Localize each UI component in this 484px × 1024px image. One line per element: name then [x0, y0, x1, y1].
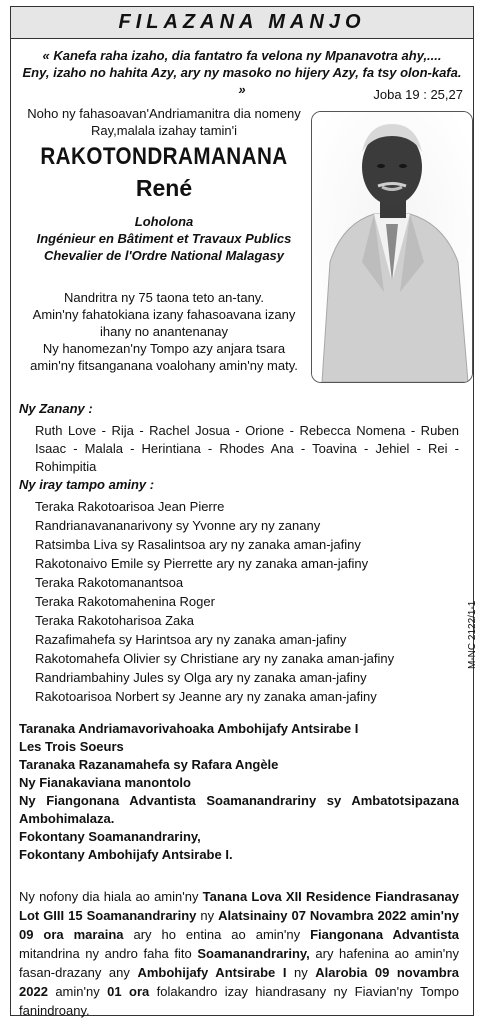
- intro-line-1: Noho ny fahasoavan'Andriamanitra dia nomeny: [27, 106, 301, 121]
- family-line-1: Taranaka Andriamavorivahoaka Ambohijafy Antsirabe I: [19, 721, 359, 736]
- detail-date-1: Alatsinainy 07 Novambra 2022 amin'ny 09 ora maraina: [19, 908, 459, 942]
- sibling-item: Teraka Rakotoharisoa Zaka: [35, 613, 194, 628]
- message-line-5: amin'ny fitsanganana voalohany amin'ny maty.: [30, 358, 298, 373]
- detail-text-7: amin'ny: [47, 984, 108, 999]
- detail-location: Tanana Lova XII Residence Fiandrasanay Lot GIII 15 Soamanandrariny: [19, 889, 459, 923]
- detail-church: Fiangonana Advantista: [310, 927, 460, 942]
- message-line-2: Amin'ny fahatokiana izany fahasoavana izany: [32, 307, 296, 322]
- detail-text-8: folakandro izay hiandrasany ny Fiavian'ny Tompo fanindroany.: [19, 984, 459, 1018]
- detail-text-1: Ny nofony dia hiala ao amin'ny: [19, 889, 203, 904]
- detail-text-4: mitandrina ny andro faha fito: [19, 946, 198, 961]
- message-line-3: ihany no anantenanay: [100, 324, 228, 339]
- family-line-2: Les Trois Soeurs: [19, 739, 124, 754]
- deceased-surname: RAKOTONDRAMANANA: [40, 143, 288, 170]
- message-text: [19, 289, 309, 374]
- children-heading: Ny Zanany :: [19, 401, 93, 416]
- sibling-item: Rakotonaivo Emile sy Pierrette ary ny zanaka aman-jafiny: [35, 556, 369, 571]
- ad-reference-code: M-NC 2122/1-1: [467, 600, 478, 669]
- sibling-item: Teraka Rakotoarisoa Jean Pierre: [35, 499, 225, 514]
- quote-line-2: Eny, izaho no hahita Azy, ary ny masoko no hijery Azy, fa tsy olon-kafa. »: [22, 65, 462, 97]
- funeral-details: [19, 887, 459, 1020]
- family-line-4: Ny Fianakaviana manontolo: [19, 775, 191, 790]
- intro-line-2: Ray,malala izahay tamin'i: [90, 123, 238, 138]
- sibling-item: Razafimahefa sy Harintsoa ary ny zanaka aman-jafiny: [35, 632, 347, 647]
- banner-title: FILAZANA MANJO: [118, 11, 366, 33]
- detail-text-3: ary ho entina ao amin'ny: [123, 927, 311, 942]
- children-list: Ruth Love - Rija - Rachel Josua - Orione - Rebecca Nomena - Ruben Isaac - Malala - Herintiana - Rhodes Ana - Toavina - Jehiel - Rei - Rohimpitia: [35, 423, 459, 474]
- sibling-item: Teraka Rakotomahenina Roger: [35, 594, 215, 609]
- siblings-list: [35, 497, 394, 706]
- detail-time: 01 ora: [107, 984, 150, 999]
- families-block: [19, 720, 459, 864]
- portrait-photo: [311, 111, 473, 383]
- detail-date-2: Alarobia 09 novambra 2022: [19, 965, 459, 999]
- family-line-3: Taranaka Razanamahefa sy Rafara Angèle: [19, 757, 279, 772]
- sibling-item: Rakotomahefa Olivier sy Christiane ary ny zanaka aman-jafiny: [35, 651, 395, 666]
- intro-text: [19, 105, 309, 139]
- title-line-2: Ingénieur en Bâtiment et Travaux Publics: [36, 231, 292, 246]
- detail-text-6: ny: [286, 965, 316, 980]
- family-line-7: Fokontany Ambohijafy Antsirabe I.: [19, 847, 233, 862]
- deceased-titles: [19, 213, 309, 264]
- siblings-heading: Ny iray tampo aminy :: [19, 477, 155, 492]
- sibling-item: Randriambahiny Jules sy Olga ary ny zanaka aman-jafiny: [35, 670, 367, 685]
- sibling-item: Rakotoarisoa Norbert sy Jeanne ary ny zanaka aman-jafiny: [35, 689, 377, 704]
- detail-place: Soamanandrariny,: [197, 946, 310, 961]
- message-line-1: Nandritra ny 75 taona teto an-tany.: [64, 290, 264, 305]
- quote-line-1: « Kanefa raha izaho, dia fantatro fa velona ny Mpanavotra ahy,....: [42, 48, 442, 63]
- sibling-item: Randrianavananarivony sy Yvonne ary ny zanany: [35, 518, 321, 533]
- quote-reference: Joba 19 : 25,27: [373, 87, 463, 102]
- detail-text-5: ary hafenina ao amin'ny fasan-drazany any: [19, 946, 459, 980]
- deceased-firstname: René: [135, 175, 193, 201]
- title-line-3: Chevalier de l'Ordre National Malagasy: [43, 248, 285, 263]
- sibling-item: Ratsimba Liva sy Rasalintsoa ary ny zanaka aman-jafiny: [35, 537, 361, 552]
- detail-burial-place: Ambohijafy Antsirabe I: [137, 965, 287, 980]
- notice-banner: [11, 7, 473, 39]
- sibling-item: Teraka Rakotomanantsoa: [35, 575, 184, 590]
- notice-frame: [10, 6, 478, 1018]
- detail-text-2: ny: [196, 908, 219, 923]
- title-line-1: Loholona: [134, 214, 194, 229]
- family-line-5: Ny Fiangonana Advantista Soamanandrariny sy Ambatotsipazana Ambohimalaza.: [19, 793, 459, 826]
- message-line-4: Ny hanomezan'ny Tompo azy anjara tsara: [42, 341, 286, 356]
- portrait-illustration: [312, 112, 472, 382]
- family-line-6: Fokontany Soamanandrariny,: [19, 829, 201, 844]
